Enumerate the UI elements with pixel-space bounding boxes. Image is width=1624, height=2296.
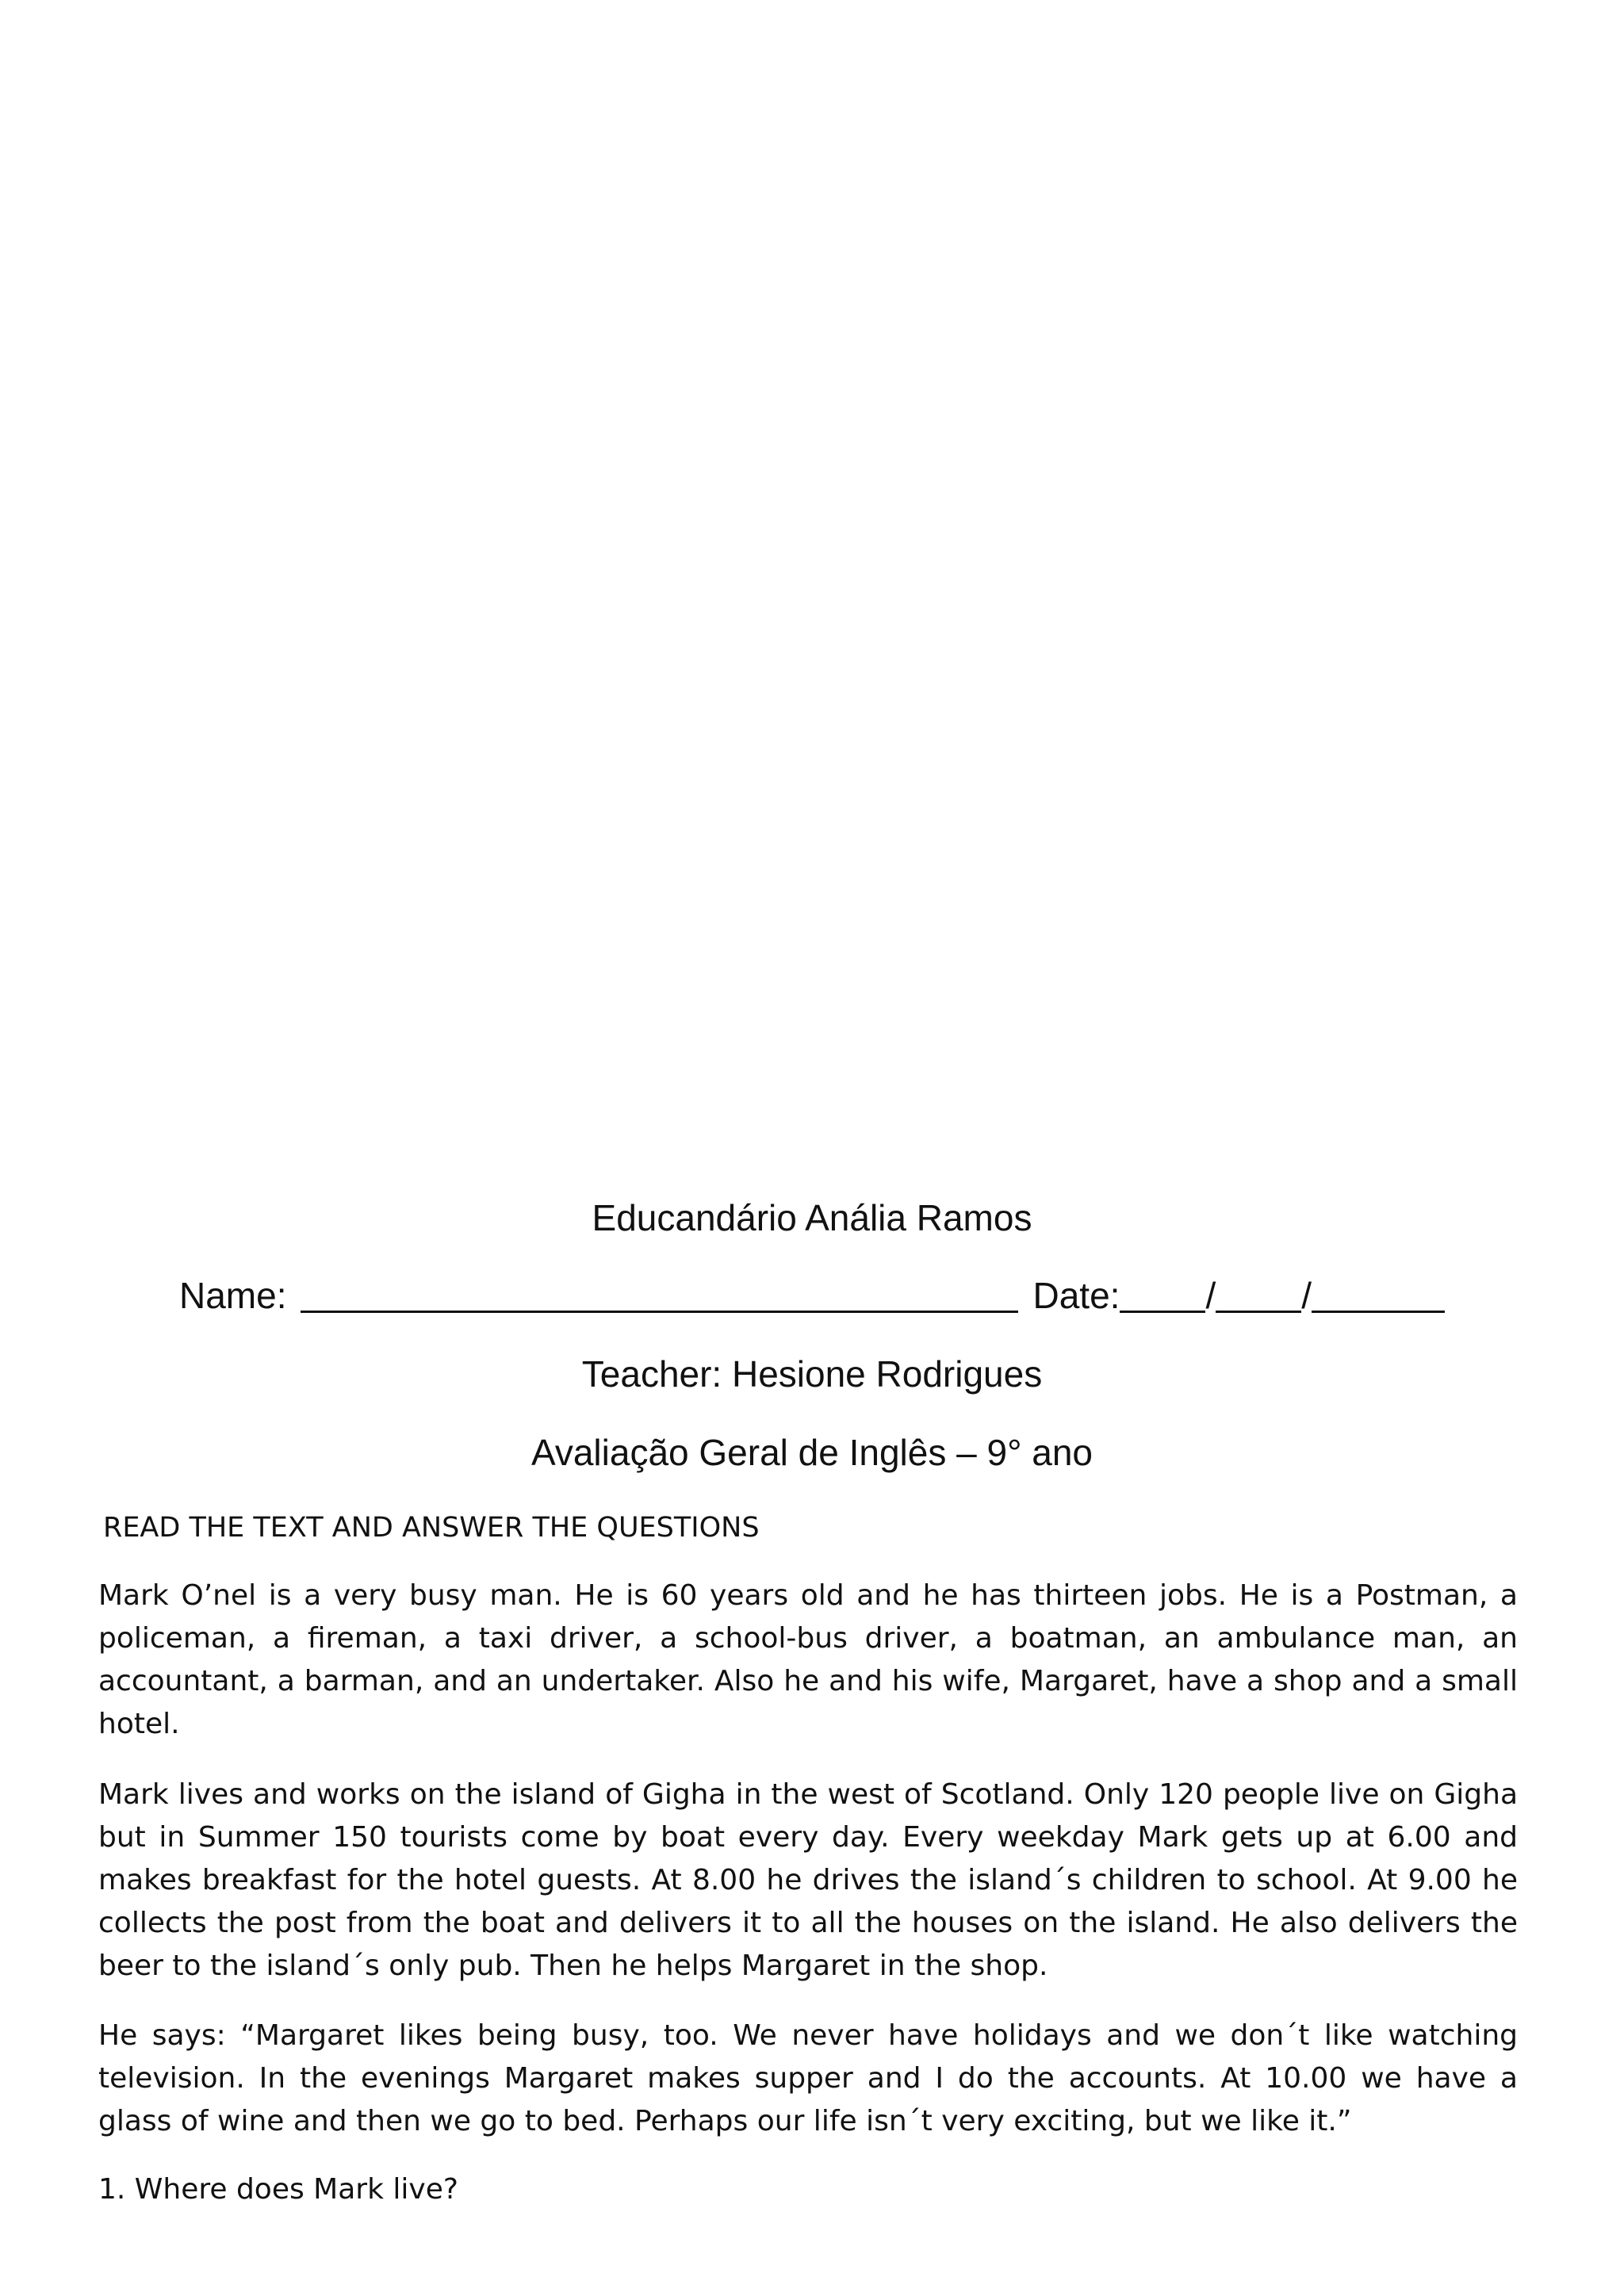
date-separator-2: / xyxy=(1301,1275,1312,1316)
school-name: Educandário Anália Ramos xyxy=(592,1197,1032,1238)
name-date-row xyxy=(0,1273,1624,1318)
date-day-blank[interactable] xyxy=(1120,1276,1205,1313)
teacher-name: Teacher: Hesione Rodrigues xyxy=(581,1353,1043,1395)
date-month-blank[interactable] xyxy=(1216,1276,1301,1313)
instructions: READ THE TEXT AND ANSWER THE QUESTIONS xyxy=(103,1512,760,1544)
date-year-blank[interactable] xyxy=(1312,1276,1445,1313)
reading-paragraph-2: Mark lives and works on the island of Gigha in the west of Scotland. Only 120 people live on Gigha but in Summer 150 tourists come by boat every day. Every weekday Mark gets up at 6.00 and makes breakfast for the hotel guests. At 8.00 he drives the island´s children to school. At 9.00 he collects the post from the boat and delivers it to all the houses on the island. He also delivers the beer to the island´s only pub. Then he helps Margaret in the shop. xyxy=(98,1778,1518,1982)
name-blank-line[interactable] xyxy=(301,1276,1018,1313)
date-label: Date: xyxy=(1032,1275,1120,1316)
date-separator-1: / xyxy=(1205,1275,1216,1316)
reading-paragraph-1: Mark O’nel is a very busy man. He is 60 years old and he has thirteen jobs. He is a Postman, a policeman, a fireman, a taxi driver, a school-bus driver, a boatman, an ambulance man, an accountant, a barman, and an undertaker. Also he and his wife, Margaret, have a shop and a small hotel. xyxy=(98,1579,1518,1740)
name-label: Name: xyxy=(179,1275,287,1316)
question-1: 1. Where does Mark live? xyxy=(98,2173,458,2206)
exam-title: Avaliação Geral de Inglês – 9° ano xyxy=(530,1432,1093,1473)
reading-paragraph-3: He says: “Margaret likes being busy, too. We never have holidays and we don´t like watching television. In the evenings Margaret makes supper and I do the accounts. At 10.00 we have a glass of wine and then we go to bed. Perhaps our life isn´t very exciting, but we like it.” xyxy=(98,2019,1518,2137)
